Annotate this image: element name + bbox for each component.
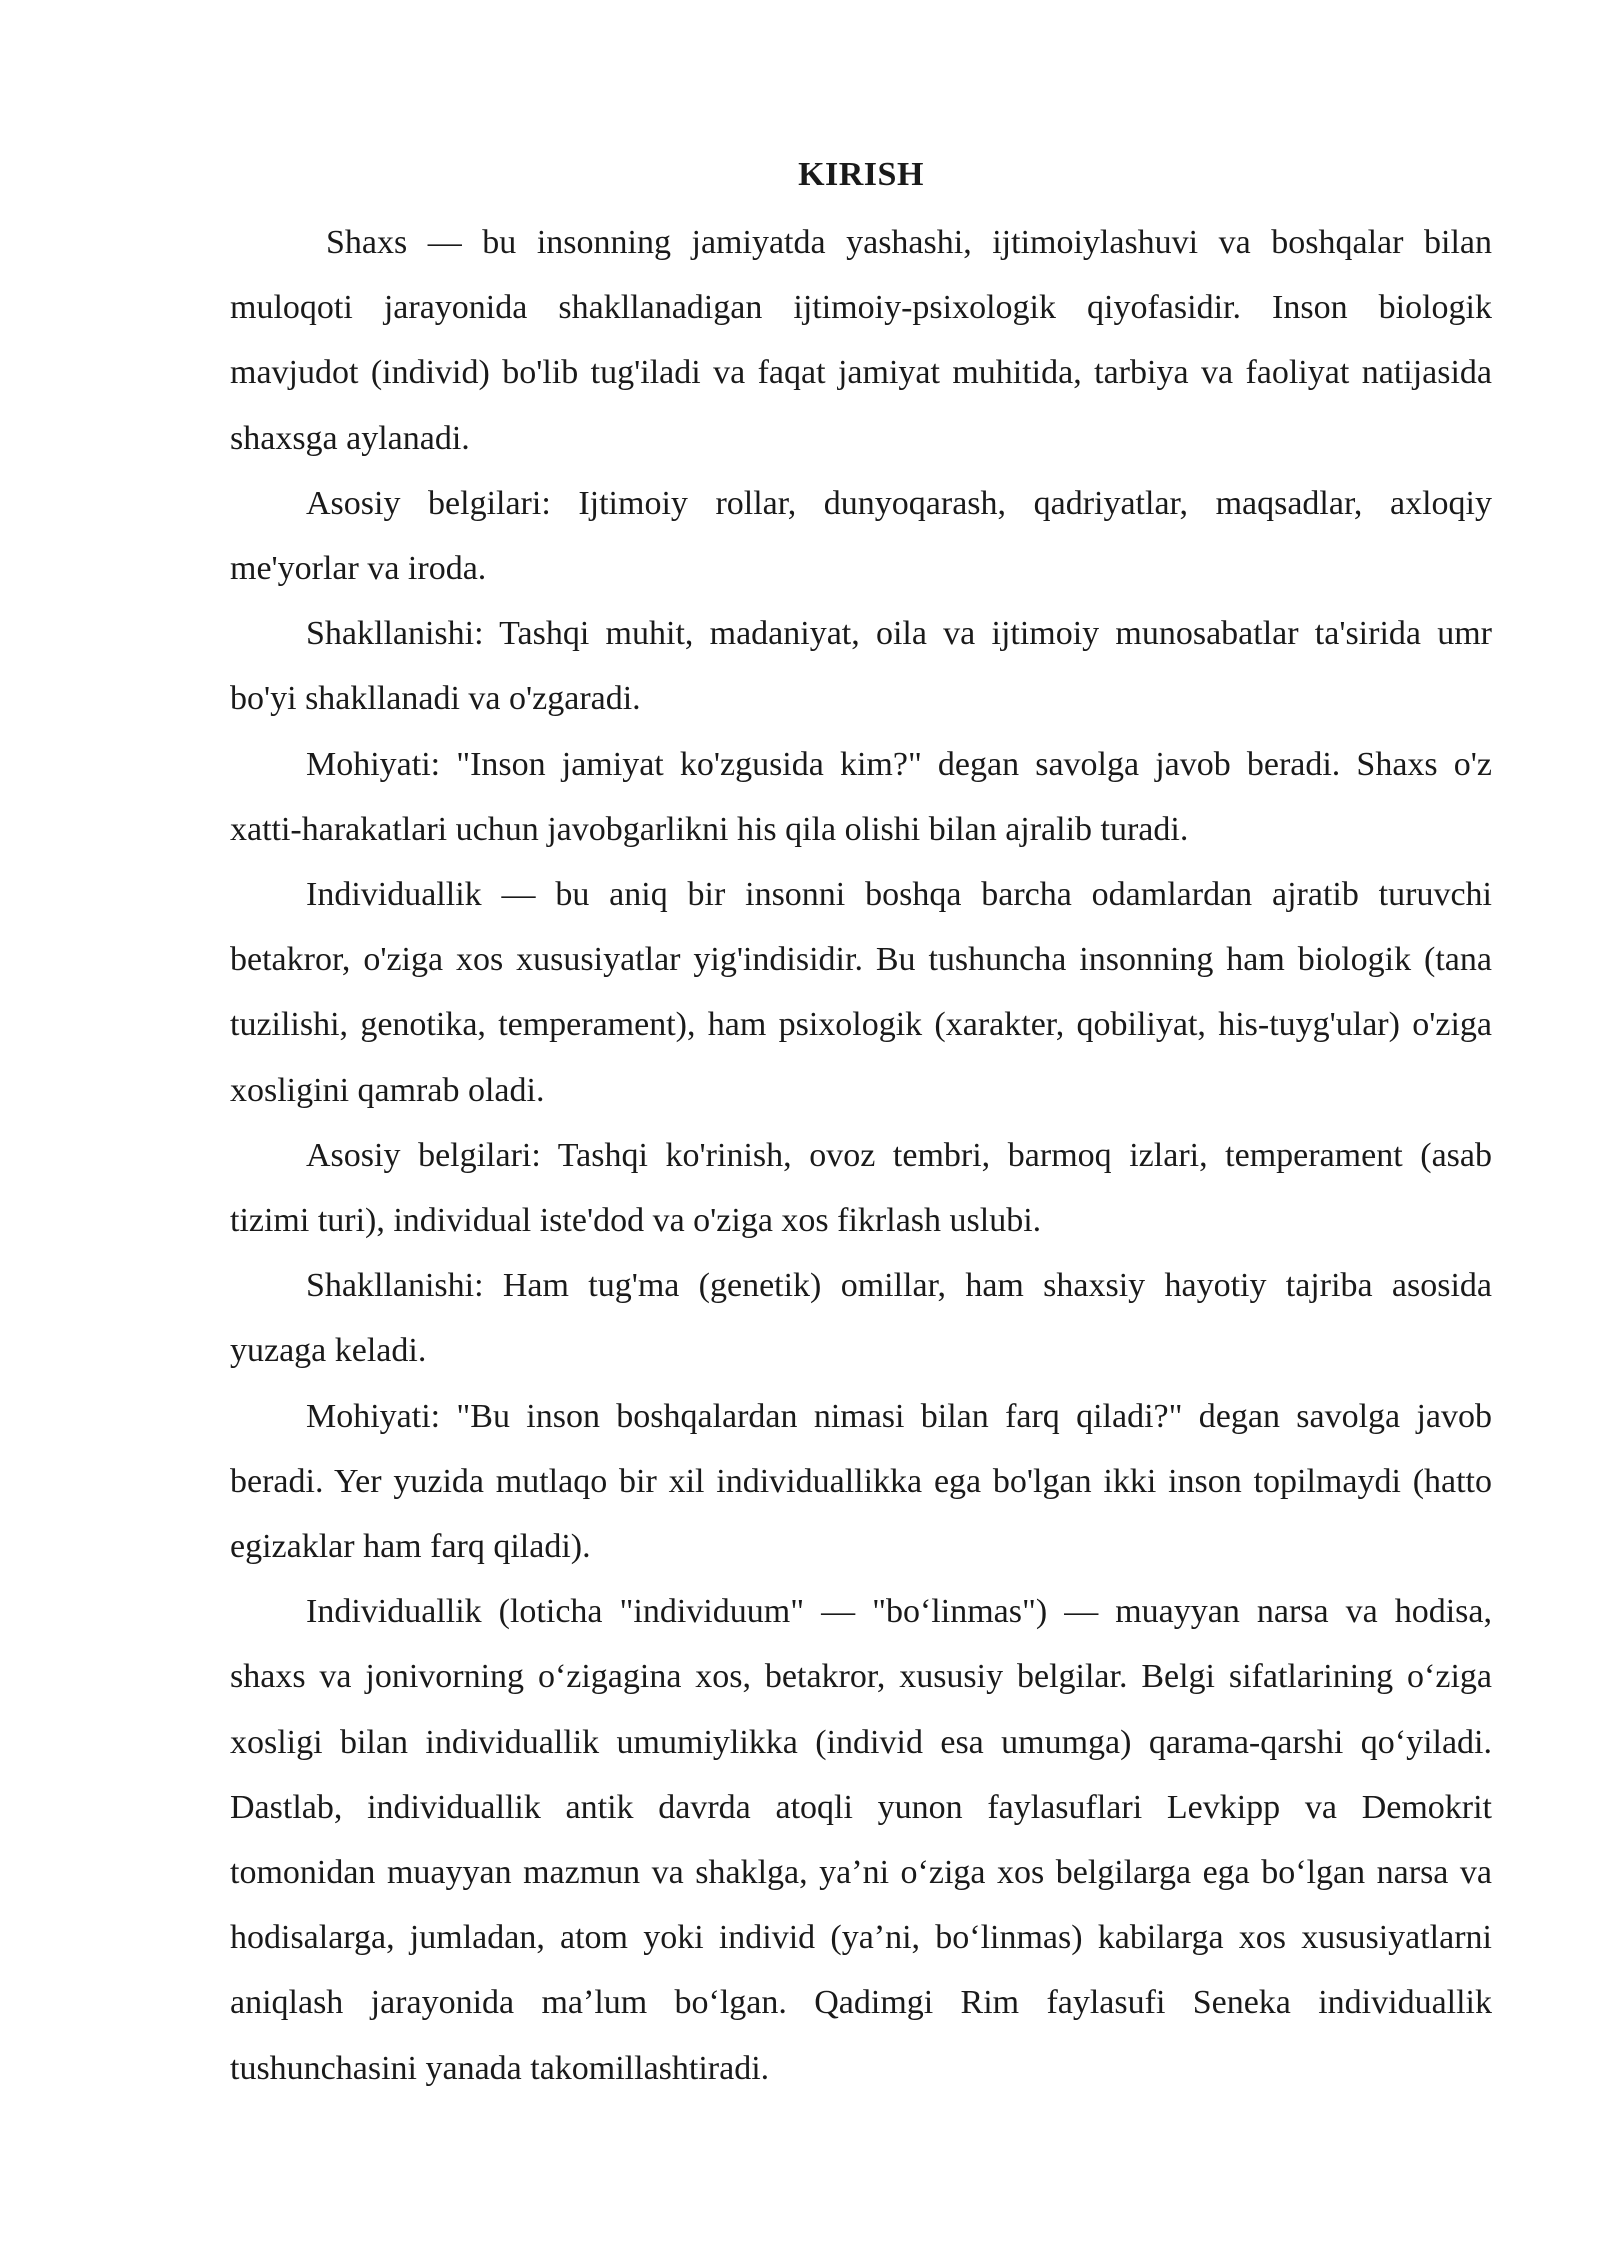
page-title: KIRISH bbox=[798, 156, 924, 193]
paragraph-individuallik-formation: Shakllanishi: Ham tug'ma (genetik) omillar, ham shaxsiy hayotiy tajriba asosida yuzaga keladi. bbox=[230, 1267, 1492, 1370]
paragraph-individuallik-features: Asosiy belgilari: Tashqi ko'rinish, ovoz tembri, barmoq izlari, temperament (asab tizimi turi), individual iste'dod va o'ziga xos fikrlash uslubi. bbox=[230, 1136, 1492, 1240]
paragraph-shaxs-features: Asosiy belgilari: Ijtimoiy rollar, dunyoqarash, qadriyatlar, maqsadlar, axloqiy me'yorlar va iroda. bbox=[230, 484, 1492, 588]
paragraph-shaxs-essence: Mohiyati: "Inson jamiyat ko'zgusida kim?" degan savolga javob beradi. Shaxs o'z xatti-harakatlari uchun javobgarlikni his qila olishi bilan ajralib turadi. bbox=[230, 745, 1492, 848]
paragraph-individuallik-definition: Individuallik — bu aniq bir insonni boshqa barcha odamlardan ajratib turuvchi betakror, o'ziga xos xususiyatlar yig'indisidir. Bu tushuncha insonning ham biologik (tana tuzilishi, genotika, temperament), ham psixologik (xarakter, qobiliyat, his-tuyg'ular) o'ziga xosligini qamrab oladi. bbox=[230, 876, 1492, 1109]
paragraph-individuallik-essence: Mohiyati: "Bu inson boshqalardan nimasi bilan farq qiladi?" degan savolga javob beradi. Yer yuzida mutlaqo bir xil individuallikka ega bo'lgan ikki inson topilmaydi (hatto egizaklar ham farq qiladi). bbox=[230, 1397, 1492, 1566]
document-page bbox=[230, 150, 1492, 2101]
paragraph-shaxs-definition: Shaxs — bu insonning jamiyatda yashashi, ijtimoiylashuvi va boshqalar bilan muloqoti jarayonida shakllanadigan ijtimoiy-psixologik qiyofasidir. Inson biologik mavjudot (individ) bo'lib tug'iladi va faqat jamiyat muhitida, tarbiya va faoliyat natijasida shaxsga aylanadi. bbox=[230, 224, 1492, 457]
paragraph-shaxs-formation: Shakllanishi: Tashqi muhit, madaniyat, oila va ijtimoiy munosabatlar ta'sirida umr bo'yi shakllanadi va o'zgaradi. bbox=[230, 615, 1492, 718]
paragraph-individuallik-history: Individuallik (loticha "individuum" — "boʻlinmas") — muayyan narsa va hodisa, shaxs va jonivorning oʻzigagina xos, betakror, xususiy belgilar. Belgi sifatlarining oʻziga xosligi bilan individuallik umumiylikka (individ esa umumga) qarama-qarshi qoʻyiladi. Dastlab, individuallik antik davrda atoqli yunon faylasuflari Levkipp va Demokrit tomonidan muayyan mazmun va shaklga, yaʼni oʻziga xos belgilarga ega boʻlgan narsa va hodisalarga, jumladan, atom yoki individ (yaʼni, boʻlinmas) kabilarga xos xususiyatlarni aniqlash jarayonida maʼlum boʻlgan. Qadimgi Rim faylasufi Seneka individuallik tushunchasini yanada takomillashtiradi. bbox=[230, 1593, 1492, 2087]
